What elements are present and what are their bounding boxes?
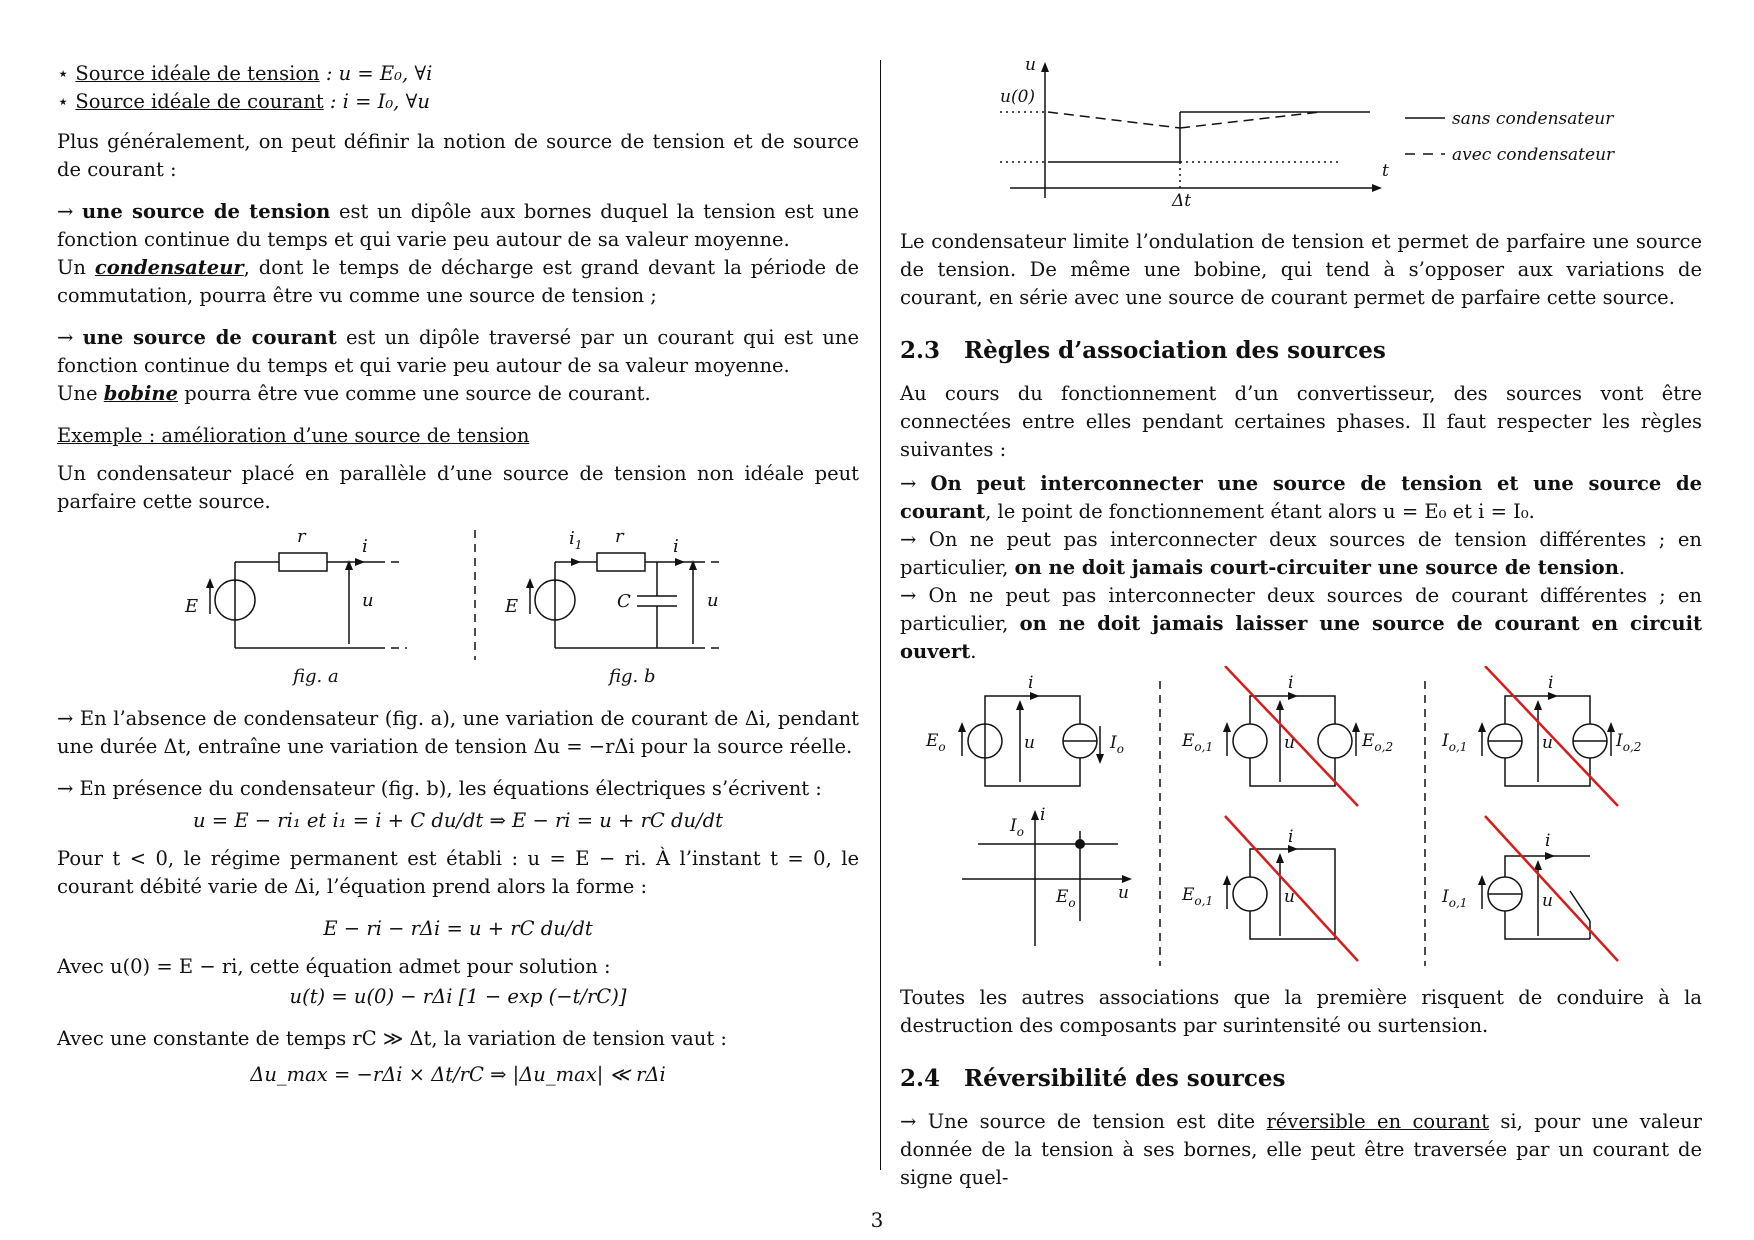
- example-title: [57, 422, 859, 450]
- example-text: Un condensateur placé en parallèle d’une source de tension non idéale peut parfaire cette source.: [57, 462, 859, 513]
- fig-b-i1-label: [569, 528, 582, 552]
- p3-Io2-label: [1615, 731, 1641, 754]
- current-source-text: est un dipôle traversé par un courant qui est une fonction continue du temps et qui varie peu autour de sa valeur moyenne.: [57, 326, 859, 377]
- label-main: E: [1182, 885, 1195, 905]
- rev-post: si, pour une valeur donnée de la tension à ses bornes, elle peut être traversée par un courant de signe quel-: [900, 1110, 1702, 1189]
- arrow: →: [900, 472, 931, 495]
- rule-1-bold: On peut interconnecter une source de tension et une source de courant: [900, 472, 1702, 523]
- label-main: I: [1616, 731, 1623, 751]
- cap-pre: Un: [57, 256, 95, 279]
- rule-3: [900, 582, 1702, 666]
- ideal-current-formula: : i = I₀, ∀u: [323, 90, 430, 113]
- arrow-head: [675, 558, 685, 566]
- voltage-source-text: est un dipôle aux bornes duquel la tension est une fonction continue du temps et qui varie peu autour de sa valeur moyenne.: [57, 200, 859, 251]
- fig-a-r-label: r: [297, 526, 306, 547]
- p3b-i-label: i: [1545, 831, 1551, 851]
- page-number: 3: [870, 1208, 884, 1232]
- bullet: ⋆: [57, 62, 70, 85]
- arrow-head: [355, 558, 365, 566]
- p3-i-label: i: [1548, 673, 1554, 693]
- current-source-term: une source de courant: [82, 326, 337, 349]
- rule-3-bold: on ne doit jamais laisser une source de courant en circuit ouvert: [900, 612, 1702, 663]
- current-source-paragraph: [57, 324, 859, 408]
- fig-b-E-label: E: [505, 596, 519, 617]
- assoc-Eo-label: [925, 731, 946, 754]
- ideal-voltage-formula: : u = E₀, ∀i: [319, 62, 433, 85]
- voltage-source-term: une source de tension: [81, 200, 331, 223]
- regime-paragraph: Pour t < 0, le régime permanent est établi : u = E − ri. À l’instant t = 0, le courant débité varie de Δi, l’équation prend alors la forme :: [57, 847, 859, 898]
- equation-1: u = E − ri₁ et i₁ = i + C du/dt ⇒ E − ri = u + rC du/dt: [193, 809, 723, 832]
- right-column: [900, 50, 1702, 1206]
- label-main: I: [1010, 816, 1017, 836]
- fig-a-u-label: u: [362, 590, 374, 611]
- rule-2-end: .: [1618, 556, 1626, 579]
- arrow-head: [206, 578, 214, 588]
- fig-b-i1-sub: 1: [574, 538, 583, 552]
- s23-intro: Au cours du fonctionnement d’un convertisseur, des sources vont être connectées entre elles pendant certaines phases. Il faut respecter les règles suivantes :: [900, 382, 1702, 461]
- label-main: E: [926, 731, 939, 751]
- ideal-voltage-label: Source idéale de tension: [75, 62, 320, 85]
- example-title-text: Exemple : amélioration d’une source de tension: [57, 424, 530, 447]
- equation-2: E − ri − rΔi = u + rC du/dt: [323, 917, 593, 940]
- p3-u-label: u: [1542, 733, 1553, 753]
- p2-Eo1-label: [1181, 731, 1213, 754]
- label-main: E: [1362, 731, 1375, 751]
- bobine-term: bobine: [103, 382, 179, 405]
- rev-term: réversible en courant: [1266, 1110, 1490, 1133]
- label-sub: o,1: [1448, 896, 1468, 910]
- rule-2: [900, 526, 1702, 582]
- label-sub: o,2: [1374, 740, 1394, 754]
- section-title: Règles d’association des sources: [964, 337, 1386, 364]
- label-sub: o: [1116, 742, 1124, 756]
- section-number: 2.3: [900, 337, 941, 364]
- arrow: →: [57, 200, 82, 223]
- arrow-head: [526, 578, 534, 588]
- absence-paragraph: → En l’absence de condensateur (fig. a), une variation de courant de Δi, pendant une durée Δt, entraîne une variation de tension Δu = −rΔi pour la source réelle.: [57, 707, 859, 758]
- solution-intro: Avec u(0) = E − ri, cette équation admet pour solution :: [57, 955, 611, 978]
- assoc-Io-label: [1109, 733, 1124, 756]
- ideal-voltage-source: [57, 60, 859, 88]
- label-sub: o,1: [1448, 740, 1468, 754]
- label-sub: o: [938, 740, 946, 754]
- graph-i-label: i: [1040, 805, 1046, 825]
- fig-b-caption: fig. b: [609, 666, 656, 687]
- equation-4: Δu_max = −rΔi × Δt/rC ⇒ |Δu_max| ≪ rΔi: [250, 1063, 666, 1086]
- fig-b-u-label: u: [707, 590, 719, 611]
- label-sub: o,2: [1622, 740, 1642, 754]
- graph-dt-label: Δt: [1172, 191, 1192, 210]
- p2b-u-label: u: [1284, 887, 1295, 907]
- arrow-head: [1372, 184, 1382, 192]
- figures-a-b: [57, 522, 857, 697]
- tau-intro: Avec une constante de temps rC ≫ Δt, la variation de tension vaut :: [57, 1027, 727, 1050]
- rev-pre: → Une source de tension est dite: [900, 1110, 1267, 1133]
- label-main: I: [1442, 731, 1449, 751]
- fig-a-E-label: E: [185, 596, 199, 617]
- rule-2-bold: on ne doit jamais court-circuiter une source de tension: [1014, 556, 1619, 579]
- p2b-Eo1-label: [1181, 885, 1213, 908]
- association-figures: [900, 666, 1700, 976]
- bullet: ⋆: [57, 90, 70, 113]
- label-main: I: [1110, 733, 1117, 753]
- arrow-head: [571, 558, 581, 566]
- p2b-i-label: i: [1288, 827, 1294, 847]
- section-2-3-heading: [900, 336, 1702, 366]
- graph-Eo-label: [1055, 887, 1076, 910]
- fig-b-i-label: i: [673, 536, 679, 557]
- rule-2-text: → On ne peut pas interconnecter deux sources de tension différentes ; en particulier,: [900, 528, 1702, 579]
- column-divider: [880, 60, 881, 1170]
- capacitor-paragraph: Le condensateur limite l’ondulation de tension et permet de parfaire une source de tension. De même une bobine, qui tend à s’opposer aux variations de courant, en série avec une source de courant permet de parfaire cette source.: [900, 230, 1702, 309]
- p2-u-label: u: [1284, 733, 1295, 753]
- voltage-graph: [900, 50, 1700, 210]
- coil-text: pourra être vue comme une source de courant.: [178, 382, 651, 405]
- fig-a-i-label: i: [362, 536, 368, 557]
- fig-a-caption: fig. a: [293, 666, 339, 687]
- label-main: I: [1442, 887, 1449, 907]
- voltage-source-paragraph: [57, 198, 859, 310]
- p2-Eo2-label: [1361, 731, 1393, 754]
- graph-t-label: t: [1382, 161, 1389, 181]
- circuit-fig-a: [210, 553, 407, 648]
- other-associations: Toutes les autres associations que la première risquent de conduire à la destruction des composants par surintensité ou surtension.: [900, 986, 1702, 1037]
- ideal-current-source: [57, 88, 859, 116]
- label-main: E: [1056, 887, 1069, 907]
- legend-solid: sans condensateur: [1452, 109, 1614, 129]
- graph-u-label: u: [1118, 883, 1129, 903]
- section-2-4-heading: [900, 1064, 1702, 1094]
- label-sub: o: [1068, 896, 1076, 910]
- reversibility-paragraph: [900, 1108, 1702, 1192]
- rule-1-text: , le point de fonctionnement étant alors u = E₀ et i = I₀.: [985, 500, 1535, 523]
- arrow-head: [1041, 62, 1049, 72]
- condensateur-term: condensateur: [94, 256, 244, 279]
- section-number: 2.4: [900, 1065, 941, 1092]
- p3b-u-label: u: [1542, 891, 1553, 911]
- graph-u-label: u: [1025, 55, 1036, 75]
- presence-paragraph: → En présence du condensateur (fig. b), les équations électriques s’écrivent :: [57, 777, 822, 800]
- p3-Io1-label: [1441, 731, 1467, 754]
- left-column: [57, 60, 859, 1097]
- rule-1: [900, 470, 1702, 526]
- p3b-Io1-label: [1441, 887, 1467, 910]
- equation-3: u(t) = u(0) − rΔi [1 − exp (−t/rC)]: [289, 985, 627, 1008]
- legend-dashed: avec condensateur: [1452, 145, 1615, 165]
- graph-Io-label: [1009, 816, 1024, 839]
- rules: [900, 470, 1702, 666]
- assoc-u-label: u: [1024, 733, 1035, 753]
- rule-3-text: → On ne peut pas interconnecter deux sources de courant différentes ; en particulier,: [900, 584, 1702, 635]
- section-title: Réversibilité des sources: [964, 1065, 1286, 1092]
- rule-3-end: .: [970, 640, 977, 663]
- label-main: E: [1182, 731, 1195, 751]
- forbidden-marks: [1225, 666, 1618, 961]
- assoc-i-label: i: [1028, 673, 1034, 693]
- cap-text: , dont le temps de décharge est grand devant la période de commutation, pourra être vu comme une source de tension ;: [57, 256, 859, 307]
- graph-u0-label: u(0): [1000, 87, 1036, 107]
- label-sub: o,1: [1194, 894, 1214, 908]
- ideal-current-label: Source idéale de courant: [75, 90, 324, 113]
- label-sub: o: [1016, 825, 1024, 839]
- general-paragraph: Plus généralement, on peut définir la notion de source de tension et de source de courant :: [57, 130, 859, 181]
- arrow: →: [57, 326, 83, 349]
- label-sub: o,1: [1194, 740, 1214, 754]
- fig-b-r-label: r: [615, 526, 624, 547]
- p2-i-label: i: [1288, 673, 1294, 693]
- fig-b-C-label: C: [617, 591, 631, 612]
- fig-b-i1-main: i: [569, 528, 575, 549]
- coil-pre: Une: [57, 382, 104, 405]
